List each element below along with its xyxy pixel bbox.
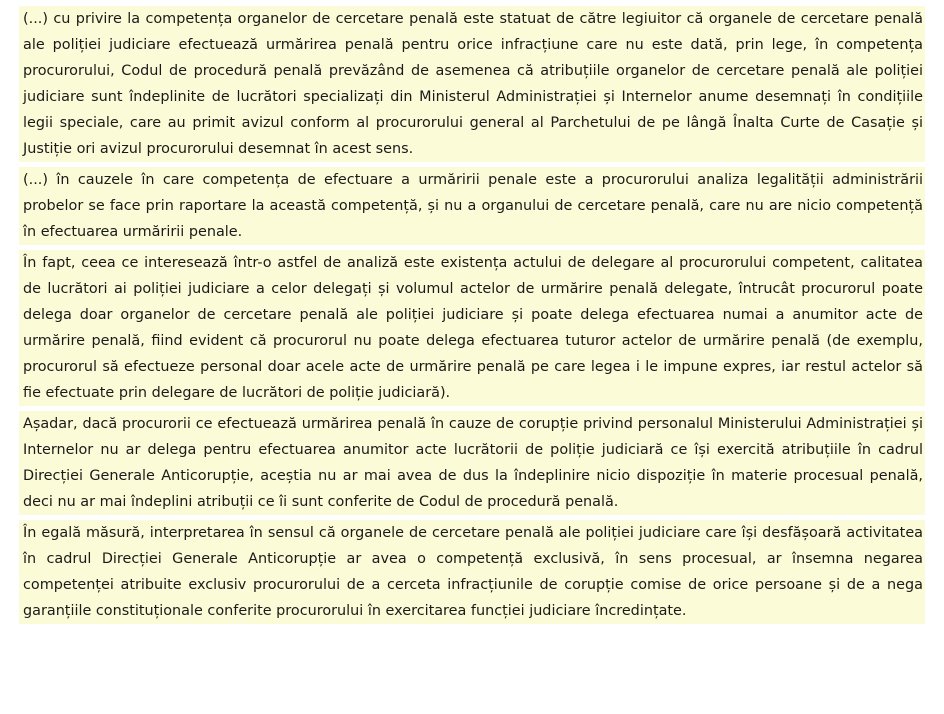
paragraph-1: (...) cu privire la competența organelor de cercetare penală este statuat de către legiuitor că organele de cercetare penală ale poliției judiciare efectuează urmărirea penală pentru orice infracțiune care nu este dată, prin lege, în competența procurorului, Codul de procedură penală prevăzând de asemenea că atribuțiile organelor de cercetare penală ale poliției judiciare sunt îndeplinite de lucrători specializați din Ministerul Administrației și Internelor anume desemnați în condițiile legii speciale, care au primit avizul conform al procurorului general al Parchetului de pe lângă Înalta Curte de Casație și Justiție ori avizul procurorului desemnat în acest sens. [19,6,925,162]
paragraph-5: În egală măsură, interpretarea în sensul că organele de cercetare penală ale poliției judiciare care își desfășoară activitatea în cadrul Direcției Generale Anticorupție ar avea o competență exclusivă, în sens procesual, ar însemna negarea competenței atribuite exclusiv procurorului de a cerceta infracțiunile de corupție comise de orice persoane și de a nega garanțiile constituționale conferite procurorului în exercitarea funcției judiciare încredințate. [19,520,925,624]
paragraph-2: (...) în cauzele în care competența de efectuare a urmăririi penale este a procurorului analiza legalității administrării probelor se face prin raportare la această competență, și nu a organului de cercetare penală, care nu are nicio competență în efectuarea urmăririi penale. [19,167,925,245]
paragraph-3: În fapt, ceea ce interesează într-o astfel de analiză este existența actului de delegare al procurorului competent, calitatea de lucrători ai poliției judiciare a celor delegați și volumul actelor de urmărire penală delegate, întrucât procurorul poate delega doar organelor de cercetare penală ale poliției judiciare și poate delega efectuarea numai a anumitor acte de urmărire penală, fiind evident că procurorul nu poate delega efectuarea tuturor actelor de urmărire penală (de exemplu, procurorul să efectueze personal doar acele acte de urmărire penală pe care legea i le impune expres, iar restul actelor să fie efectuate prin delegare de lucrători de poliție judiciară). [19,250,925,406]
document-body [19,6,925,629]
paragraph-4: Așadar, dacă procurorii ce efectuează urmărirea penală în cauze de corupție privind personalul Ministerului Administrației și Internelor nu ar delega pentru efectuarea anumitor acte lucrătorii de poliție judiciară ce își exercită atribuțiile în cadrul Direcției Generale Anticorupție, aceștia nu ar mai avea de dus la îndeplinire nicio dispoziție în materie procesual penală, deci nu ar mai îndeplini atribuții ce îi sunt conferite de Codul de procedură penală. [19,411,925,515]
